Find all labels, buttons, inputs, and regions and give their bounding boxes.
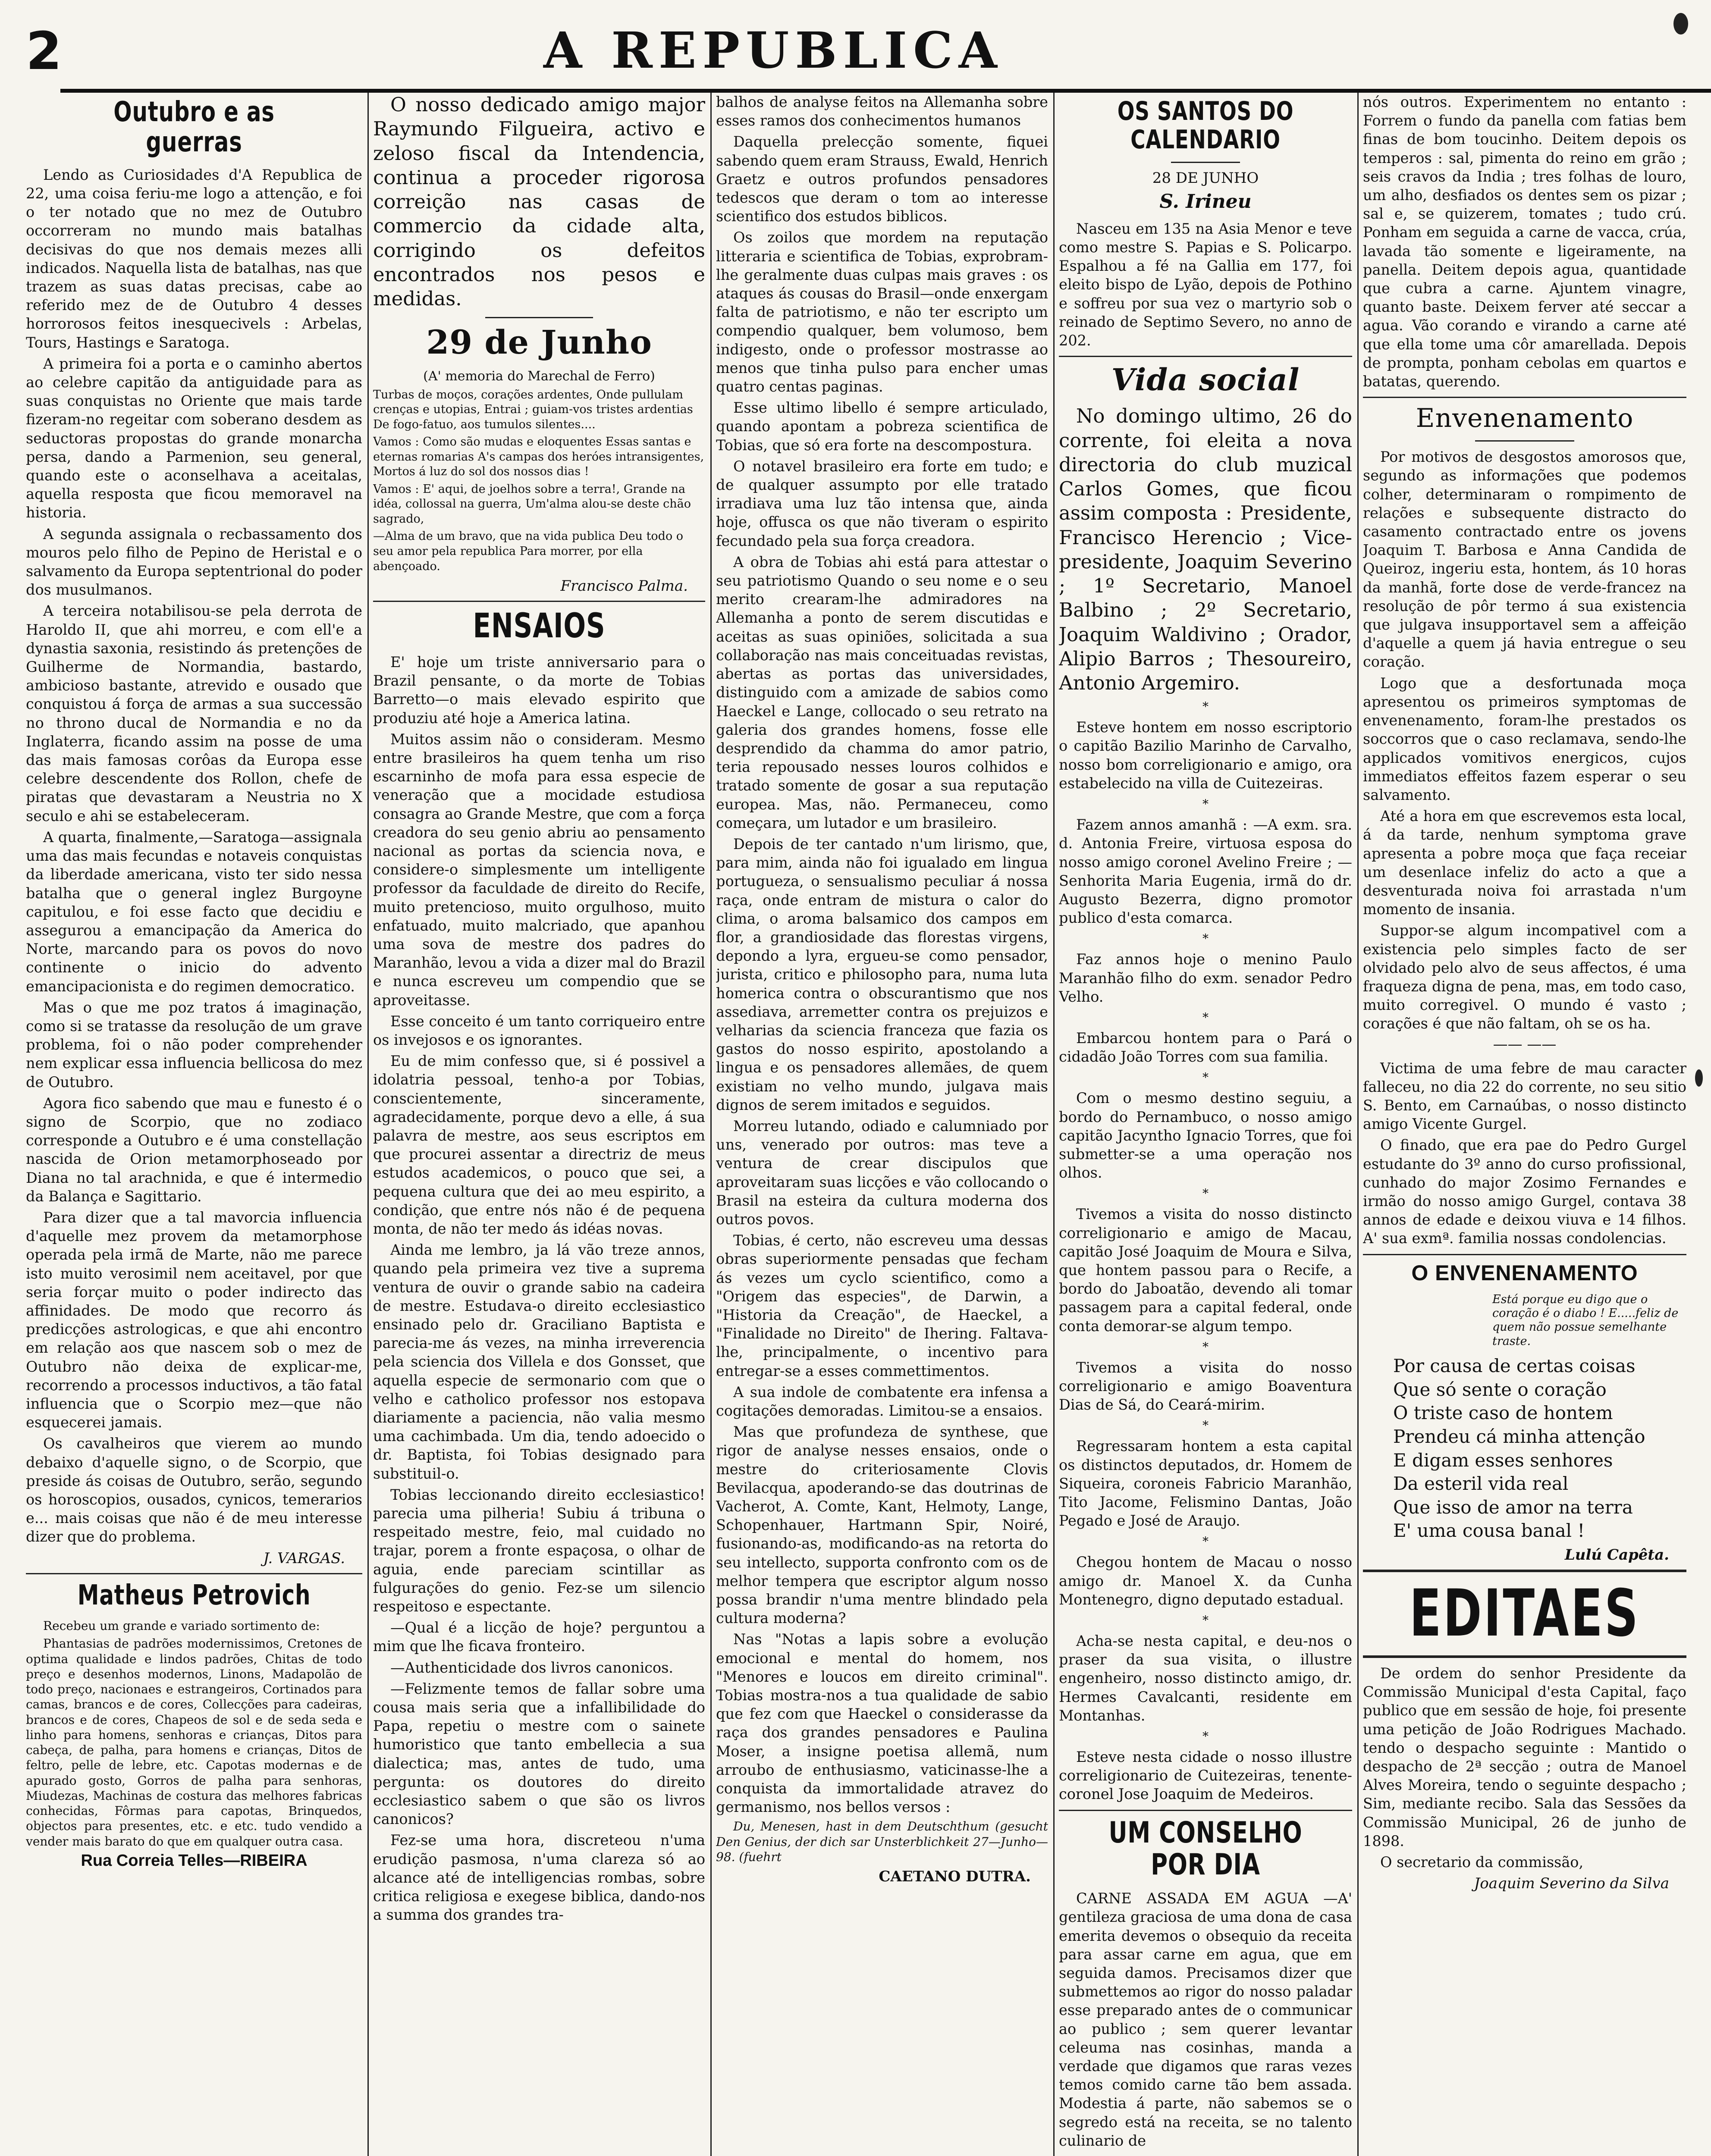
calendar-saint: S. Irineu — [1159, 190, 1252, 213]
section-rule — [1171, 162, 1240, 163]
article-paragraph: Tobias, é certo, não escreveu uma dessas obras superiormente pensadas que fecham ás vezes um cyclo scientifico, como a "Origem das especies", de Darwin, a "Historia da Creação", de Haeckel, a "Finalidade no Direito" de Ihering. Faltava-lhe, principalmente, o incentivo para entregar-se a esses commettimentos. — [716, 1232, 1048, 1379]
section-rule — [1363, 397, 1686, 398]
separator-mark: * — [1202, 1729, 1209, 1744]
advert-title: Matheus Petrovich — [77, 1579, 311, 1611]
article-paragraph: O finado, que era pae do Pedro Gurgel estudante do 3º anno do curso profissional, cunhado do major Zosimo Fernandes e irmão do nosso amigo Gurgel, contava 38 annos de edade e deixou viuva e 14 filhos. A' sua exmª. familia nossas condolencias. — [1363, 1137, 1686, 1247]
article-paragraph: Logo que a desfortunada moça apresentou os primeiros symptomas de envenenamento, foram-lhe prestados os soccorros que o caso reclamava, sendo-lhe applicados vomitivos energicos, cujos immediatos effeitos fazem esperar o seu salvamento. — [1363, 674, 1686, 803]
poem-line: E digam esses senhores — [1393, 1449, 1613, 1471]
poem-title: O ENVENENAMENTO — [1411, 1260, 1638, 1285]
article-paragraph: Tobias leccionando direito ecclesiastico! parecia uma pilheria! Subiu á tribuna o respeitado mestre, feio, mal cuidado no trajar, porem a fronte espaçosa, o olhar de aguia, ende pareciam scintillar as fulgurações do genio. Fez-se um silencio respeitoso e espectante. — [373, 1486, 705, 1615]
social-item: Acha-se nesta capital, e deu-nos o praser da sua visita, o illustre engenheiro, nosso distincto amigo, dr. Hermes Cavalcanti, residente em Montanhas. — [1059, 1633, 1352, 1724]
ink-blot — [1695, 1069, 1703, 1087]
poem-line: Que isso de amor na terra — [1393, 1496, 1633, 1518]
separator-mark: * — [1202, 1613, 1209, 1627]
section-title-editaes: EDITAES — [1409, 1576, 1640, 1651]
section-rule — [1363, 1655, 1686, 1658]
article-paragraph: Suppor-se algum incompativel com a existencia pelo simples facto de ser olvidado pelo alvo de seus affectos, é uma fraqueza digna de pena, mas, em todo caso, muito corregivel. O mundo é vasto ; corações é que não faltam, oh se os ha. — [1363, 922, 1686, 1032]
section-rule — [485, 317, 593, 318]
poem-signature: Lulú Capêta. — [1564, 1546, 1669, 1564]
social-item: Esteve hontem em nosso escriptorio o capitão Bazilio Marinho de Carvalho, nosso bom correligionario e amigo, ora estabelecido na villa de Cuitezeiras. — [1059, 719, 1352, 792]
article-paragraph: —Qual é a licção de hoje? perguntou a mim que lhe ficava fronteiro. — [373, 1619, 705, 1655]
column-divider — [1053, 93, 1055, 2156]
article-paragraph: Para dizer que a tal mavorcia influencia d'aquelle mez provem da metamorphose operada pela irmã de Marte, não me parece isto muito verosimil nem aceitavel, por que seria forçar muito o poder indirecto das affinidades. De modo que recorro ás predicções astrologicas, e que ahi encontro em relação aos que nascem sob o mez de Outubro não deixa de explicar-me, recorrendo a processos inductivos, a tão fatal influencia que o Scorpio mez—que não esquecerei jamais. — [26, 1209, 362, 1431]
article-paragraph: O notavel brasileiro era forte em tudo; e de qualquer assumpto por elle tratado irradiava uma luz tão intensa que, ainda hoje, offusca os que não tiveram o espirito fecundado pela sua força creadora. — [716, 458, 1048, 549]
article-paragraph: Victima de uma febre de mau caracter falleceu, no dia 22 do corrente, no seu sitio S. Bento, em Carnaúbas, o nosso distincto amigo Vicente Gurgel. — [1363, 1059, 1686, 1133]
section-rule — [1363, 1254, 1686, 1255]
column-3 — [716, 93, 1048, 2156]
separator-mark: * — [1202, 1339, 1209, 1354]
column-1 — [26, 93, 362, 2156]
article-paragraph: Esse conceito é um tanto corriqueiro entre os invejosos e os ignorantes. — [373, 1012, 705, 1048]
article-paragraph: Os cavalheiros que vierem ao mundo debaixo d'aquelle signo, o de Scorpio, que preside ás coisas de Outubro, serão, segundo os horoscopios, ousados, cynicos, temerarios e... mais coisas que não é de meu interesse dizer que do problema. — [26, 1435, 362, 1545]
article-signature: J. VARGAS. — [263, 1549, 345, 1567]
section-rule — [1475, 440, 1574, 442]
advert-paragraph: Recebeu um grande e variado sortimento de: — [43, 1619, 320, 1633]
article-paragraph: Daquella prelecção somente, fiquei sabendo quem eram Strauss, Ewald, Henrich Graetz e outros profundos pensadores tedescos que deram o tom ao interesse scientifico dos estudos biblicos. — [716, 133, 1048, 225]
social-item: Esteve nesta cidade o nosso illustre correligionario de Cuitezeiras, tenente-coronel Jose Joaquim de Medeiros. — [1059, 1749, 1352, 1803]
article-title: Envenenamento — [1416, 403, 1634, 434]
separator-mark: * — [1202, 931, 1209, 946]
article-paragraph: balhos de analyse feitos na Allemanha sobre esses ramos dos conhecimentos humanos — [716, 94, 1048, 129]
poem-signature: Francisco Palma. — [560, 577, 688, 595]
article-paragraph: A terceira notabilisou-se pela derrota de Haroldo II, que ahi morreu, e com ell'e a dynastia saxonia, resistindo ás pretenções de Guilherme de Normandia, bastardo, ambicioso bastante, atrevido e ousado que conquistou á força de armas a sua successão no throno ducal de Normandia e no da Inglaterra, ficando assim na posse de uma das mais famosas corôas da Europa esse celebre descendente dos Rollon, chefe de piratas que devastaram a Neustria no X seculo e ahi se estabeleceram. — [26, 602, 362, 824]
poem-stanza: Vamos : Como são mudas e eloquentes Essas santas e eternas romarias A's campas dos heróes intransigentes, Mortos á luz do sol dos nossos dias ! — [373, 435, 704, 479]
advice-title: UM CONSELHO POR DIA — [1108, 1815, 1303, 1882]
poem-epigraph: Está porque eu digo que o coração é o diabo ! E.....feliz de quem não possue semelhante traste. — [1492, 1292, 1679, 1348]
article-paragraph: Muitos assim não o consideram. Mesmo entre brasileiros ha quem tenha um riso escarninho de mofa para essa especie de veneração que a mocidade estudiosa consagra ao Grande Mestre, que com a força creadora do seu genio abriu ao pensamento nacional as portas da sciencia nova, e considere-o simplesmente um intelligente professor da faculdade de direito do Recife, muito pretencioso, muito orgulhoso, muito enfatuado, muito malcriado, que apanhou uma sova de mestre dos padres do Maranhão, levou a vida a dizer mal do Brazil e nunca escreveu um compendio que se aproveitasse. — [373, 730, 705, 1009]
calendar-title: OS SANTOS DO CALENDARIO — [1117, 96, 1294, 155]
poem-stanza: —Alma de um bravo, que na vida publica Deu todo o seu amor pela republica Para morrer, por ella abençoado. — [373, 530, 684, 573]
article-signature: CAETANO DUTRA. — [879, 1868, 1031, 1886]
article-paragraph: Nas "Notas a lapis sobre a evolução emocional e mental do homem, nos "Menores e loucos em direito criminal". Tobias mostra-nos a tua qualidade de sabio que fez com que Haeckel o considerasse da raça dos grandes pensadores e Paulina Moser, a insigne poetisa allemã, num arroubo de enthusiasmo, vaticinasse-lhe a conquista da immortalidade atravez do germanismo, nos bellos versos : — [716, 1631, 1048, 1816]
recipe-continuation: nós outros. Experimentem no entanto : Forrem o fundo da panella com fatias bem finas de bom toucinho. Deitem depois os temperos : sal, pimenta do reino em grão ; seis cravos da India ; tres folhas de louro, um alho, desfiados os dentes sem os pizar ; sal e, se quizerem, tomates ; tudo crú. Ponham em seguida a carne de vacca, crúa, lavada tão somente e ligeiramente, na panella. Deitem depois agua, quantidade que cubra a carne. Ajuntem vinagre, quanto baste. Deixem ferver até seccar a agua. Vão corando e virando a carne até que ella tome uma côr amarellada. Depois de prompta, ponham cebolas em quartos e batatas, querendo. — [1363, 94, 1686, 390]
advert-paragraph: Phantasias de padrões modernissimos, Cretones de optima qualidade e lindos padrões, Chitas de todo preço e desenhos modernos, Linons, Madapolão de todo preço, nacionaes e estrangeiros, Cortinados para camas, brancos e de cores, Collecções para cadeiras, brancos e de cores, Chapeos de sol e de seda seda e linho para homens, senhoras e crianças, Ditos para cabeça, de palha, para homens e crianças, Ditos de feltro, pelle de lebre, etc. Capotas modernas e de apurado gosto, Gorros de palha para senhoras, Miudezas, Machinas de costura das melhores fabricas conhecidas, Fôrmas para capotas, Brinquedos, objectos para presentes, etc. e etc. tudo vendido a vender mais barato do que em qualquer outra casa. — [26, 1636, 362, 1849]
masthead-rule — [60, 89, 1711, 93]
separator-mark: * — [1202, 699, 1209, 714]
social-item: Regressaram hontem a esta capital os distinctos deputados, dr. Homem de Siqueira, coroneis Fabricio Maranhão, Tito Jacome, Felismino Dantas, João Pegado e José de Araujo. — [1059, 1438, 1352, 1529]
poem-stanza: Turbas de moços, corações ardentes, Onde pullulam crenças e utopias, Entrai ; guiam-vos tristes ardentias De fogo-fatuo, aos tumulos silentes.... — [373, 388, 693, 431]
poem-stanza: Vamos : E' aqui, de joelhos sobre a terra!, Grande na idéa, collossal na guerra, Um'alma alou-se deste chão sagrado, — [373, 482, 691, 526]
column-2 — [373, 93, 705, 2156]
column-4 — [1059, 93, 1352, 2156]
social-item: Chegou hontem de Macau o nosso amigo dr. Manoel X. da Cunha Montenegro, digno deputado estadual. — [1059, 1554, 1352, 1608]
column-divider — [1357, 93, 1359, 2156]
poem-line: O triste caso de hontem — [1393, 1402, 1613, 1424]
article-paragraph: A primeira foi a porta e o caminho abertos ao celebre capitão da antiguidade para as suas conquistas no Oriente que mais tarde fizeram-no regeitar com soberano desdem as seductoras propostas do grande monarcha persa, dando a Parmenion, seu general, quando este o aconselhava a aceitalas, aquella resposta que ficou memoravel na historia. — [26, 355, 362, 521]
edict-text: De ordem do senhor Presidente da Commissão Municipal d'esta Capital, faço publico que em sessão de hoje, foi presente uma petição de João Rodrigues Machado. tendo o despacho seguinte : Mantido o despacho de 2ª secção ; outra de Manoel Alves Moreira, tendo o seguinte despacho ; Sim, mediante recibo. Sala das Sessões da Commissão Municipal, 26 de junho de 1898. — [1363, 1664, 1686, 1849]
german-verse: Du, Menesen, hast in dem Deutschthum (gesucht Den Genius, der dich sar Unsterblichkeit 27—Junho—98. (fuehrt — [716, 1819, 1048, 1865]
article-paragraph: A quarta, finalmente,—Saratoga—assignala uma das mais fecundas e notaveis conquistas da liberdade americana, visto ter sido nessa batalha que o general inglez Burgoyne capitulou, e foi esse facto que decidiu e assegurou a emancipação da America do Norte, marcando para os povos do novo continente o inicio do advento emancipacionista e do regimen democratico. — [26, 828, 362, 995]
calendar-date: 28 DE JUNHO — [1152, 169, 1259, 187]
social-item: Tivemos a visita do nosso correligionario e amigo Boaventura Dias de Sá, do Ceará-mirim. — [1059, 1359, 1352, 1413]
article-paragraph: Eu de mim confesso que, si é possivel a idolatria pessoal, tenho-a por Tobias, conscientemente, sinceramente, agradecidamente, porque devo a elle, á sua palavra de mestre, aos seus escriptos em que procurei assentar a directriz de meus estudos academicos, o pouco que sei, a pequena cultura que dei ao meu espirito, a condição, que entre nós não é de pequena monta, de não ter medo ás idéas novas. — [373, 1053, 705, 1237]
article-title: ENSAIOS — [473, 607, 606, 646]
article-paragraph: —Felizmente temos de fallar sobre uma cousa mais seria que a infallibilidade do Papa, repetiu o mestre com o sainete humoristico que tanto embellecia a sua dialectica; mas, antes de tudo, uma pergunta: os doutores do direito ecclesiastico sabem o que são os livros canonicos? — [373, 1680, 705, 1828]
section-rule — [1059, 1810, 1352, 1811]
article-paragraph: Ainda me lembro, ja lá vão treze annos, quando pela primeira vez tive a suprema ventura de ouvir o grande sabio na cadeira de mestre. Estudava-o direito ecclesiastico ensinado pelo dr. Graciliano Baptista e parecia-me ás vezes, na minha irreverencia pela sciencia dos Villela e dos Gonsset, que aquella especie de sermonario com que o velho e catholico professor nos estopava diariamente a paciencia, não valia mesmo uma cachimbada. Um dia, tendo adoecido o dr. Baptista, foi Tobias designado para substituil-o. — [373, 1241, 705, 1482]
article-paragraph: Mas que profundeza de synthese, que rigor de analyse nesses ensaios, onde o mestre do criteriosamente Clovis Bevilacqua, apoderando-se das doutrinas de Vacherot, A. Comte, Kant, Helmoty, Lange, Schopenhauer, Hartmann Spir, Noiré, fusionando-as, modificando-as na retorta do seu intellecto, supporta confronto com os de melhor tempera que escriptor algum nosso possa brandir n'uma mentre blindado pela cultura moderna? — [716, 1423, 1048, 1627]
poem-subtitle: (A' memoria do Marechal de Ferro) — [423, 368, 655, 384]
separator-mark: * — [1202, 797, 1209, 812]
section-rule — [1363, 1570, 1686, 1572]
poem-line: Prendeu cá minha attenção — [1393, 1426, 1645, 1447]
newspaper-title: A REPUBLICA — [543, 22, 1003, 80]
poem-line: E' uma cousa banal ! — [1393, 1520, 1585, 1542]
social-title: Vida social — [1111, 362, 1300, 398]
poem-line: Da esteril vida real — [1393, 1473, 1569, 1495]
article-paragraph: —Authenticidade dos livros canonicos. — [390, 1659, 674, 1676]
article-paragraph: E' hoje um triste anniversario para o Brazil pensante, o da morte de Tobias Barretto—o mais elevado espirito que produziu até hoje a America latina. — [373, 653, 705, 727]
article-title: Outubro e as guerras — [113, 96, 275, 159]
article-paragraph: A obra de Tobias ahi está para attestar o seu patriotismo Quando o seu nome e o seu merito crearam-lhe admiradores na Allemanha a ponto de serem discutidas e aceitas as suas opiniões, solicitada a sua collaboração nas mais conceituadas revistas, abertas as portas das universidades, distinguido com a amizade de sabios como Haeckel e Lange, collocado o seu retrato na galeria dos grandes homens, fosse elle desprendido da chamma do amor patrio, teria repousado nesses louros colhidos e tratado somente de gosar a sua reputação europea. Mas, não. Permaneceu, como começara, um lutador e um brasileiro. — [716, 553, 1048, 831]
social-item: Embarcou hontem para o Pará o cidadão João Torres com sua familia. — [1059, 1029, 1352, 1065]
advice-text: CARNE ASSADA EM AGUA —A' gentileza graciosa de uma dona de casa emerita devemos o obsequio da receita para assar carne em agua, que em seguida damos. Precisamos dizer que submettemos ao rigor do nosso paladar esse preparado antes de o communicar ao publico ; sem querer levantar celeuma nas cosinhas, manda a verdade que digamos que raras vezes temos comido carne tão bem assada. Modestia á parte, não sabemos se o segredo está na receita, se no talento culinario de — [1059, 1890, 1352, 2149]
edict-signature: Joaquim Severino da Silva — [1474, 1875, 1669, 1893]
section-rule — [1059, 356, 1352, 357]
section-rule — [373, 601, 705, 602]
section-rule — [26, 1573, 362, 1574]
separator-mark: * — [1202, 1010, 1209, 1025]
edict-closing: O secretario da commissão, — [1380, 1853, 1584, 1871]
page-number: 2 — [26, 22, 62, 81]
article-paragraph: Depois de ter cantado n'um lirismo, que, para mim, ainda não foi igualado em lingua portugueza, o sensualismo peculiar á nossa raça, onde entram de mistura o calor do clima, o aroma balsamico dos campos em flor, a grandiosidade das florestas virgens, depondo a lyra, ergueu-se como pensador, jurista, critico e philosopho para, numa luta homerica contra o obscurantismo que nos assediava, arremetter contra os prejuizos e velharias da sciencia franceza que fazia os gastos do nosso espirito, apostolando a lingua e os pensadores allemães, de quem existiam no velho mundo, julgava mais dignos de serem imitados e seguidos. — [716, 835, 1048, 1113]
column-divider — [710, 93, 712, 2156]
social-lead: No domingo ultimo, 26 do corrente, foi eleita a nova directoria do club muzical Carlos Gomes, que ficou assim composta : Presidente, Francisco Herencio ; Vice-presidente, Joaquim Severino ; 1º Secretario, Manoel Balbino ; 2º Secretario, Joaquim Waldivino ; Orador, Alipio Barros ; Thesoureiro, Antonio Argemiro. — [1059, 404, 1352, 695]
article-paragraph: Por motivos de desgostos amorosos que, segundo as informações que podemos colher, determinaram o rompimento de relações e subsequente distracto do casamento contractado entre os jovens Joaquim T. Barbosa e Anna Candida de Queiroz, ingeriu esta, hontem, ás 10 horas da manhã, forte dose de verde-francez na resolução de pôr termo á sua existencia que julgava insupportavel sem a affeição d'aquelle a quem já havia entregue o seu coração. — [1363, 448, 1686, 671]
poem-line: Por causa de certas coisas — [1393, 1355, 1636, 1377]
article-paragraph: Mas o que me poz tratos á imaginação, como si se tratasse da resolução de um grave problema, foi o não poder comprehender nem explicar essa influencia bellicosa do mez de Outubro. — [26, 999, 362, 1091]
news-note: O nosso dedicado amigo major Raymundo Filgueira, activo e zeloso fiscal da Intendencia, continua a proceder rigorosa correição nas casas de commercio da cidade alta, corrigindo os defeitos encontrados nos pesos e medidas. — [373, 93, 705, 310]
article-paragraph: Os zoilos que mordem na reputação litteraria e scientifica de Tobias, exprobram-lhe geralmente duas culpas mais graves : os ataques ás cousas do Brasil—onde enxergam falta de patriotismo, e não ter escripto um compendio qualquer, bem volumoso, bem indigesto, onde o professor mostrasse ao menos que tinha pulso para encher umas quatro centas paginas. — [716, 229, 1048, 395]
separator-mark: * — [1202, 1534, 1209, 1549]
social-item: Fazem annos amanhã : —A exm. sra. d. Antonia Freire, virtuosa esposa do nosso amigo coronel Avelino Freire ; —Senhorita Maria Eugenia, irmã do dr. Augusto Bezerra, digno promotor publico d'esta comarca. — [1059, 816, 1352, 927]
article-paragraph: Até a hora em que escrevemos esta local, á da tarde, nenhum symptoma grave apresenta a pobre moça que faça receiar um desenlace infeliz do acto a que a desventurada noiva foi arrastada n'um momento de insania. — [1363, 808, 1686, 918]
social-item: Tivemos a visita do nosso distincto correligionario e amigo de Macau, capitão José Joaquim de Moura e Silva, que hontem passou para o Recife, a bordo do Jaboatão, devendo ali tomar passagem para a capital federal, onde conta demorar-se algum tempo. — [1059, 1206, 1352, 1335]
article-paragraph: Esse ultimo libello é sempre articulado, quando apontam a pobreza scientifica de Tobias, que só era forte na descompostura. — [716, 399, 1048, 454]
article-paragraph: A sua indole de combatente era infensa a cogitações demoradas. Limitou-se a ensaios. — [716, 1383, 1048, 1420]
poem-title: 29 de Junho — [426, 323, 652, 362]
article-paragraph: A segunda assignala o recbassamento dos mouros pelo filho de Pepino de Heristal e o salvamento da Europa septentrional do poder dos musulmanos. — [26, 525, 362, 599]
ink-blot — [1673, 13, 1688, 34]
article-paragraph: Lendo as Curiosidades d'A Republica de 22, uma coisa feriu-me logo a attenção, e foi o ter notado que no mez de Outubro occorreram no mundo mais batalhas decisivas do que nos demais mezes alli indicados. Naquella lista de batalhas, nas que trazem as suas datas precisas, cabe ao referido mez de de Outubro 4 desses horrorosos feitos inesquecivels : Arbelas, Tours, Hastings e Saratoga. — [26, 166, 362, 351]
advert-address: Rua Correia Telles—RIBEIRA — [81, 1851, 308, 1870]
column-5 — [1363, 93, 1686, 2156]
masthead — [26, 17, 1686, 82]
article-paragraph: Fez-se uma hora, discreteou n'uma erudição pasmosa, n'uma clareza só ao alcance até de intelligencias rombas, sobre critica religiosa e exegese biblica, dando-nos a summa dos grandes tra- — [373, 1832, 705, 1924]
separator-mark: * — [1202, 1186, 1209, 1201]
calendar-text: Nasceu em 135 na Asia Menor e teve como mestre S. Papias e S. Policarpo. Espalhou a fé na Gallia em 177, foi eleito bispo de Lyão, depois de Pothino e soffreu por sua vez o martyrio sob o reinado de Septimo Severo, no anno de 202. — [1059, 220, 1352, 349]
column-divider — [367, 93, 369, 2156]
social-item: Faz annos hoje o menino Paulo Maranhão filho do exm. senador Pedro Velho. — [1059, 951, 1352, 1005]
poem-line: Que só sente o coração — [1393, 1379, 1607, 1400]
separator-mark: * — [1202, 1070, 1209, 1085]
social-item: Com o mesmo destino seguiu, a bordo do Pernambuco, o nosso amigo capitão Jacyntho Ignacio Torres, que foi submetter-se a uma operação nos olhos. — [1059, 1090, 1352, 1181]
article-paragraph: Morreu lutando, odiado e calumniado por uns, venerado por outros: mas teve a ventura de crear discipulos que aproveitaram suas licções e vão collocando o Brasil na esteira da cultura moderna dos outros povos. — [716, 1117, 1048, 1228]
poem-body — [1363, 1354, 1686, 1543]
newspaper-page — [26, 17, 1686, 2156]
separator-mark: * — [1202, 1418, 1209, 1433]
separator-mark: —— —— — [1493, 1035, 1557, 1053]
article-paragraph: Agora fico sabendo que mau e funesto é o signo de Scorpio, que no zodiaco corresponde a Outubro e é uma constellação nascida de Orion metamorphoseado por Diana no tal arachnida, e que é intermedio da Balança e Sagittario. — [26, 1094, 362, 1205]
